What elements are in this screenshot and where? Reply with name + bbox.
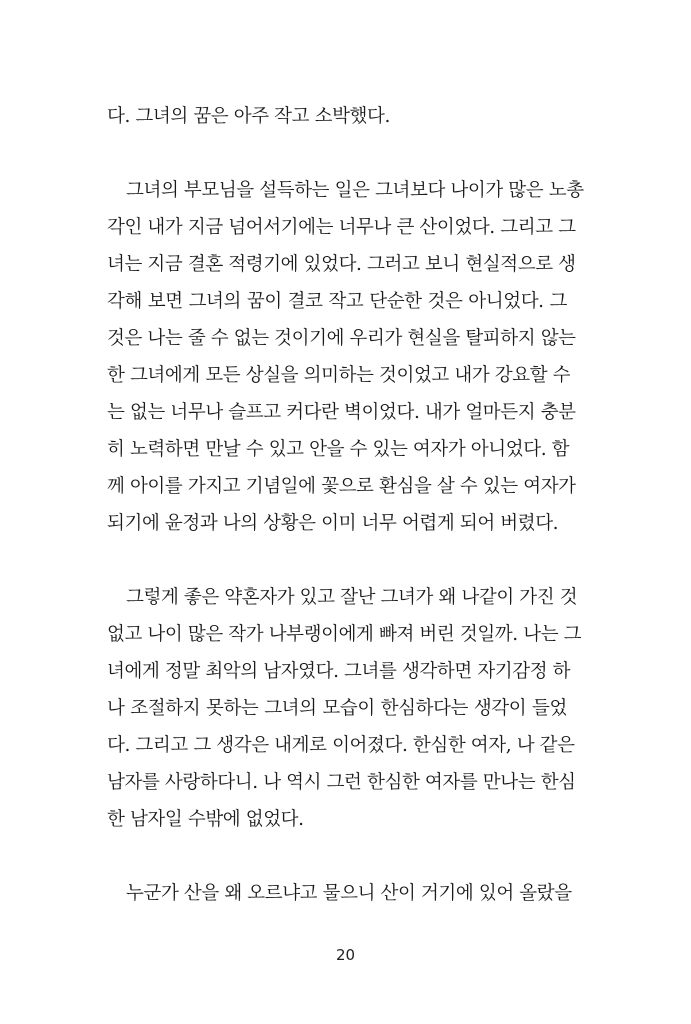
text-line: 그녀의 부모님을 설득하는 일은 그녀보다 나이가 많은 노총 (126, 180, 584, 201)
text-line: 께 아이를 가지고 기념일에 꽃으로 환심을 살 수 있는 여자가 (107, 476, 576, 497)
text-line: 그렇게 좋은 약혼자가 있고 잘난 그녀가 왜 나같이 가진 것 (126, 587, 578, 608)
paragraph (107, 875, 572, 912)
text-line: 되기에 윤정과 나의 상황은 이미 너무 어렵게 되어 버렸다. (107, 513, 559, 534)
text-line: 다. 그녀의 꿈은 아주 작고 소박했다. (107, 106, 390, 127)
page-number: 20 (335, 946, 356, 964)
text-line: 히 노력하면 만날 수 있고 안을 수 있는 여자가 아니었다. 함 (107, 439, 570, 460)
text-line: 각인 내가 지금 넘어서기에는 너무나 큰 산이었다. 그리고 그 (107, 217, 576, 238)
paragraph-gap (107, 838, 567, 875)
text-line: 것은 나는 줄 수 없는 것이기에 우리가 현실을 탈피하지 않는 (107, 328, 576, 349)
text-line: 녀는 지금 결혼 적령기에 있었다. 그러고 보니 현실적으로 생 (107, 254, 576, 275)
text-line: 각해 보면 그녀의 꿈이 결코 작고 단순한 것은 아니었다. 그 (107, 291, 567, 312)
text-line: 한 그녀에게 모든 상실을 의미하는 것이었고 내가 강요할 수 (107, 365, 571, 386)
text-line: 누군가 산을 왜 오르냐고 물으니 산이 거기에 있어 올랐을 (126, 883, 572, 904)
paragraph-gap (107, 135, 567, 172)
text-line: 한 남자일 수밖에 없었다. (107, 809, 304, 830)
text-line: 남자를 사랑하다니. 나 역시 그런 한심한 여자를 만나는 한심 (107, 772, 576, 793)
text-line: 녀에게 정말 최악의 남자였다. 그녀를 생각하면 자기감정 하 (107, 661, 571, 682)
text-line: 다. 그리고 그 생각은 내게로 이어졌다. 한심한 여자, 나 같은 (107, 735, 575, 756)
text-line: 나 조절하지 못하는 그녀의 모습이 한심하다는 생각이 들었 (107, 698, 567, 719)
text-line: 없고 나이 많은 작가 나부랭이에게 빠져 버린 것일까. 나는 그 (107, 624, 582, 645)
paragraph (107, 579, 582, 838)
paragraph (107, 172, 584, 542)
body-text (107, 98, 584, 912)
paragraph-gap (107, 542, 567, 579)
text-line: 는 없는 너무나 슬프고 커다란 벽이었다. 내가 얼마든지 충분 (107, 402, 576, 423)
